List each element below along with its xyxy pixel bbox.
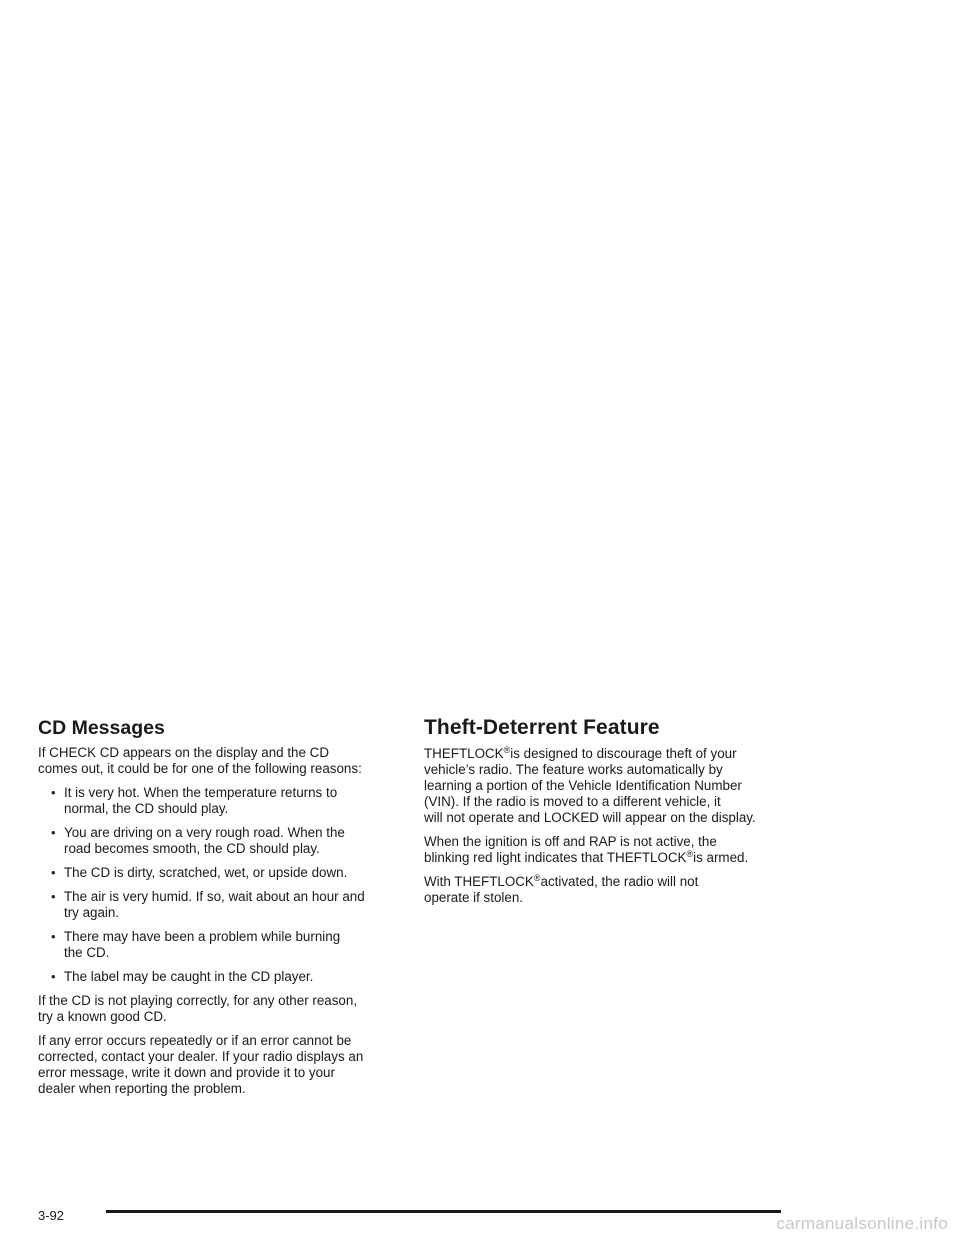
list-item: • The CD is dirty, scratched, wet, or upside down. (51, 865, 348, 881)
cd-messages-section (38, 718, 394, 1105)
registered-mark: ® (686, 849, 694, 860)
theftlock-armed-paragraph: When the ignition is off and RAP is not active, the blinking red light indicates that THEFTLOCK®is armed. (424, 834, 749, 866)
theft-deterrent-heading: Theft-Deterrent Feature (424, 716, 660, 739)
theftlock-activated-paragraph: With THEFTLOCK®activated, the radio will not operate if stolen. (424, 873, 699, 906)
footer-divider (106, 1210, 781, 1213)
bullet-icon: • (51, 785, 56, 801)
bullet-icon: • (51, 969, 56, 985)
cd-reasons-list (38, 785, 394, 985)
bullet-icon: • (51, 865, 56, 881)
list-item: • You are driving on a very rough road. When the road becomes smooth, the CD should play. (51, 825, 345, 857)
cd-error-paragraph: If any error occurs repeatedly or if an error cannot be corrected, contact your dealer. If your radio displays an error message, write it down and provide it to your dealer when reporting the problem. (38, 1033, 364, 1097)
registered-mark: ® (503, 745, 511, 756)
list-item: • The label may be caught in the CD player. (51, 969, 314, 985)
list-item: • It is very hot. When the temperature returns to normal, the CD should play. (51, 785, 338, 817)
theftlock-description-paragraph: THEFTLOCK®is designed to discourage theft of your vehicle’s radio. The feature works automatically by learning a portion of the Vehicle Identification Number (VIN). If the radio is moved to a different vehicle, it will not operate and LOCKED will appear on the display. (424, 745, 756, 826)
bullet-icon: • (51, 929, 56, 945)
page-number: 3-92 (38, 1208, 65, 1223)
theft-deterrent-section (424, 716, 786, 914)
list-item: • There may have been a problem while burning the CD. (51, 929, 341, 961)
list-item: • The air is very humid. If so, wait about an hour and try again. (51, 889, 365, 921)
bullet-icon: • (51, 889, 56, 905)
registered-mark: ® (533, 873, 541, 884)
cd-messages-heading: CD Messages (38, 717, 165, 739)
cd-messages-intro: If CHECK CD appears on the display and the CD comes out, it could be for one of the following reasons: (38, 745, 362, 777)
bullet-icon: • (51, 825, 56, 841)
cd-not-playing-paragraph: If the CD is not playing correctly, for any other reason, try a known good CD. (38, 993, 358, 1025)
watermark: carmanualsonline.info (776, 1214, 948, 1233)
